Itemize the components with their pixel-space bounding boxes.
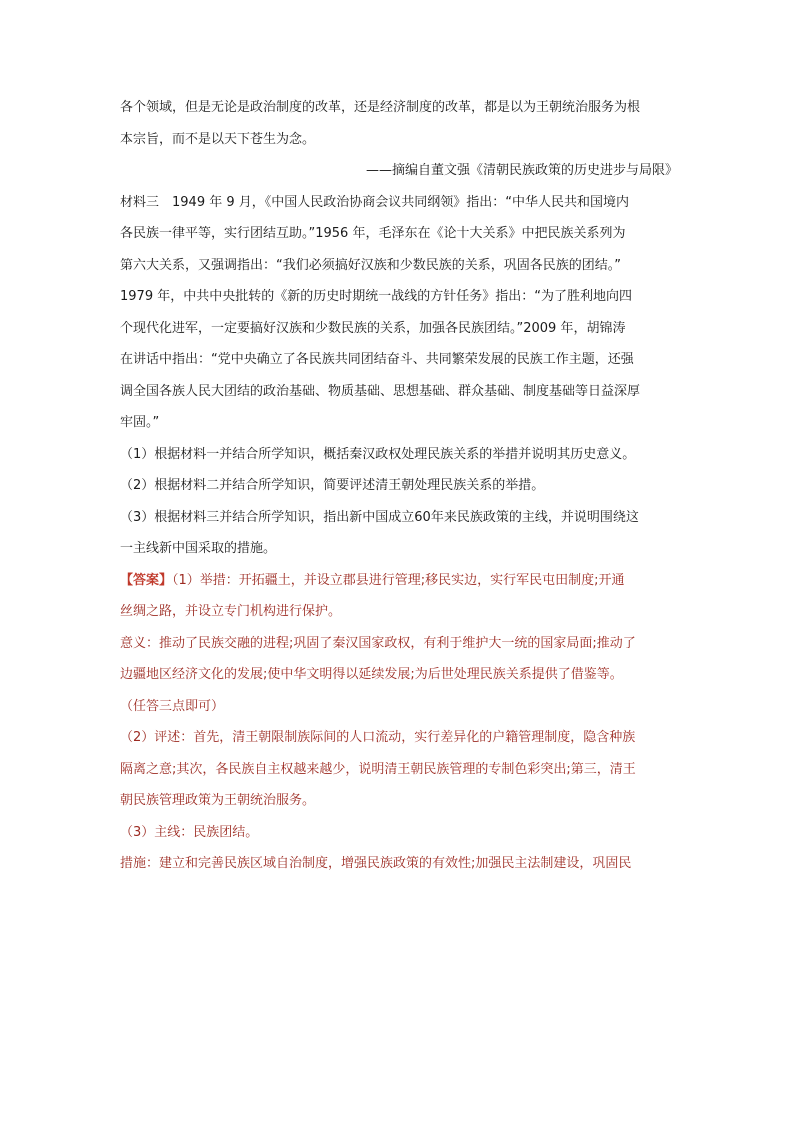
- material3-line: 材料三 1949 年 9 月，《中国人民政治协商会议共同纲领》指出：“中华人民共和国境内: [120, 194, 629, 210]
- answer-line: [120, 565, 678, 597]
- material3-line: 调全国各族人民大团结的政治基础、物质基础、思想基础、群众基础、制度基础等日益深厚: [120, 383, 641, 399]
- answer-line: 边疆地区经济文化的发展;使中华文明得以延续发展;为后世处理民族关系提供了借鉴等。: [120, 667, 623, 682]
- material3-line: 第六大关系，又强调指出：“我们必须搞好汉族和少数民族的关系，巩固各民族的团结。”: [120, 257, 621, 273]
- question-line: （3）根据材料三并结合所学知识，指出新中国成立60年来民族政策的主线，并说明围绕这: [120, 509, 639, 525]
- material2-line: 各个领域，但是无论是政治制度的改革，还是经济制度的改革，都是以为王朝统治服务为根: [120, 100, 641, 115]
- material3-line: 个现代化进军，一定要搞好汉族和少数民族的关系，加强各民族团结。”2009 年，胡锦涛: [120, 320, 626, 336]
- material3-line: 1979 年，中共中央批转的《新的历史时期统一战线的方针任务》指出：“为了胜利地向四: [120, 289, 632, 304]
- answer-line: 措施：建立和完善民族区域自治制度，增强民族政策的有效性;加强民主法制建设，巩固民: [120, 856, 632, 871]
- question-line: （1）根据材料一并结合所学知识，概括秦汉政权处理民族关系的举措并说明其历史意义。: [120, 446, 636, 462]
- answer-line: （3）主线：民族团结。: [120, 824, 259, 840]
- material3-line: 各民族一律平等，实行团结互助。”1956 年，毛泽东在《论十大关系》中把民族关系列为: [120, 226, 626, 241]
- material3-line: 在讲话中指出：“党中央确立了各民族共同团结奋斗、共同繁荣发展的民族工作主题，还强: [120, 352, 634, 367]
- answer-line: 意义：推动了民族交融的进程;巩固了秦汉国家政权，有利于维护大一统的国家局面;推动了: [120, 635, 636, 651]
- material3-line: 牢固。”: [120, 415, 160, 430]
- answer-line: 隔离之意;其次，各民族自主权越来越少，说明清王朝民族管理的专制色彩突出;第三，清王: [120, 761, 636, 777]
- answer-text: （1）举措：开拓疆土，并设立郡县进行管理;移民实边，实行军民屯田制度;开通: [172, 572, 625, 588]
- answer-line: （2）评述：首先，清王朝限制族际间的人口流动，实行差异化的户籍管理制度，隐含种族: [120, 730, 636, 745]
- document-page: [120, 92, 678, 880]
- material2-source: ——摘编自董文强《清朝民族政策的历史进步与局限》: [365, 163, 678, 178]
- question-line: 一主线新中国采取的措施。: [120, 541, 277, 556]
- answer-line: 丝绸之路，并设立专门机构进行保护。: [120, 604, 342, 619]
- material2-line: 本宗旨，而不是以天下苍生为念。: [120, 131, 316, 147]
- answer-tag: 【答案】: [120, 572, 173, 588]
- answer-line: 朝民族管理政策为王朝统治服务。: [120, 793, 316, 808]
- answer-line: （任答三点即可）: [120, 698, 225, 714]
- question-line: （2）根据材料二并结合所学知识，简要评述清王朝处理民族关系的举措。: [120, 478, 545, 493]
